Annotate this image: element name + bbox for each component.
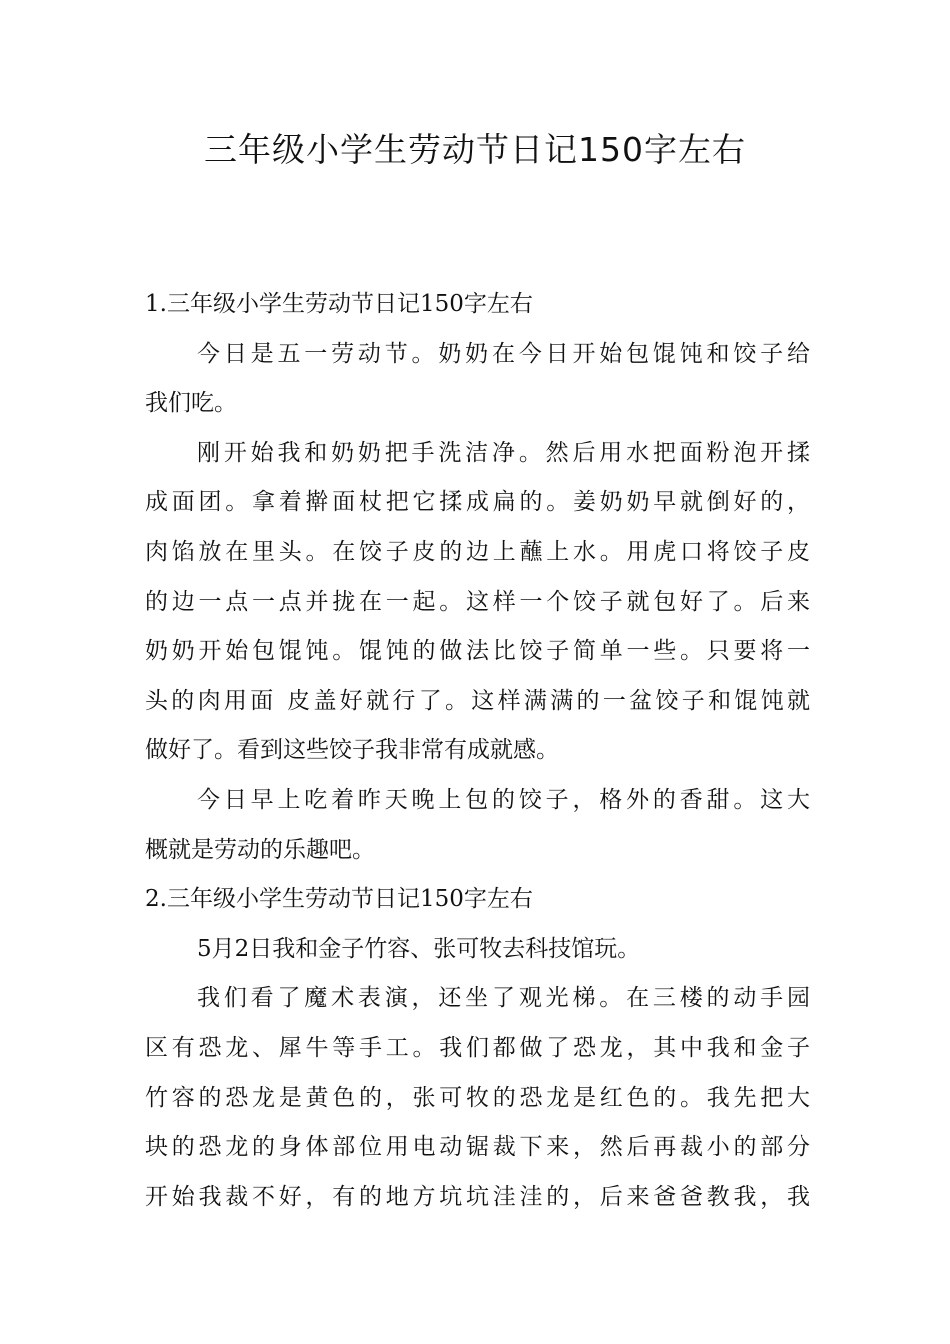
paragraph-line: 头的肉用面 皮盖好就行了。这样满满的一盆饺子和馄饨就 <box>145 687 810 714</box>
paragraph-line: 竹容的恐龙是黄色的，张可牧的恐龙是红色的。我先把大 <box>145 1084 810 1111</box>
document-title: 三年级小学生劳动节日记150字左右 <box>204 130 746 169</box>
paragraph-line: 我们看了魔术表演，还坐了观光梯。在三楼的动手园 <box>197 985 810 1012</box>
paragraph-line: 5月2日我和金子竹容、张可牧去科技馆玩。 <box>197 935 641 962</box>
paragraph-line: 成面团。拿着擀面杖把它揉成扁的。姜奶奶早就倒好的， <box>145 489 810 516</box>
paragraph-line: 区有恐龙、犀牛等手工。我们都做了恐龙，其中我和金子 <box>145 1034 810 1061</box>
document-body <box>145 280 810 1222</box>
paragraph-line: 的边一点一点并拢在一起。这样一个饺子就包好了。后来 <box>145 588 810 615</box>
paragraph-line: 肉馅放在里头。在饺子皮的边上蘸上水。用虎口将饺子皮 <box>145 538 810 565</box>
paragraph-line: 开始我裁不好，有的地方坑坑洼洼的，后来爸爸教我，我 <box>145 1183 810 1210</box>
paragraph-line: 今日早上吃着昨天晚上包的饺子，格外的香甜。这大 <box>197 786 810 813</box>
paragraph-line: 概就是劳动的乐趣吧。 <box>145 836 375 863</box>
section-heading-2: 2.三年级小学生劳动节日记150字左右 <box>145 886 533 913</box>
paragraph-line: 块的恐龙的身体部位用电动锯裁下来，然后再裁小的部分 <box>145 1134 810 1161</box>
paragraph-line: 我们吃。 <box>145 390 237 417</box>
paragraph-line: 刚开始我和奶奶把手洗洁净。然后用水把面粉泡开揉 <box>197 439 810 466</box>
paragraph-line: 今日是五一劳动节。奶奶在今日开始包馄饨和饺子给 <box>197 340 810 367</box>
section-heading-1: 1.三年级小学生劳动节日记150字左右 <box>145 291 533 317</box>
paragraph-line: 奶奶开始包馄饨。馄饨的做法比饺子简单一些。只要将一 <box>145 638 810 665</box>
paragraph-line: 做好了。看到这些饺子我非常有成就感。 <box>145 737 559 764</box>
